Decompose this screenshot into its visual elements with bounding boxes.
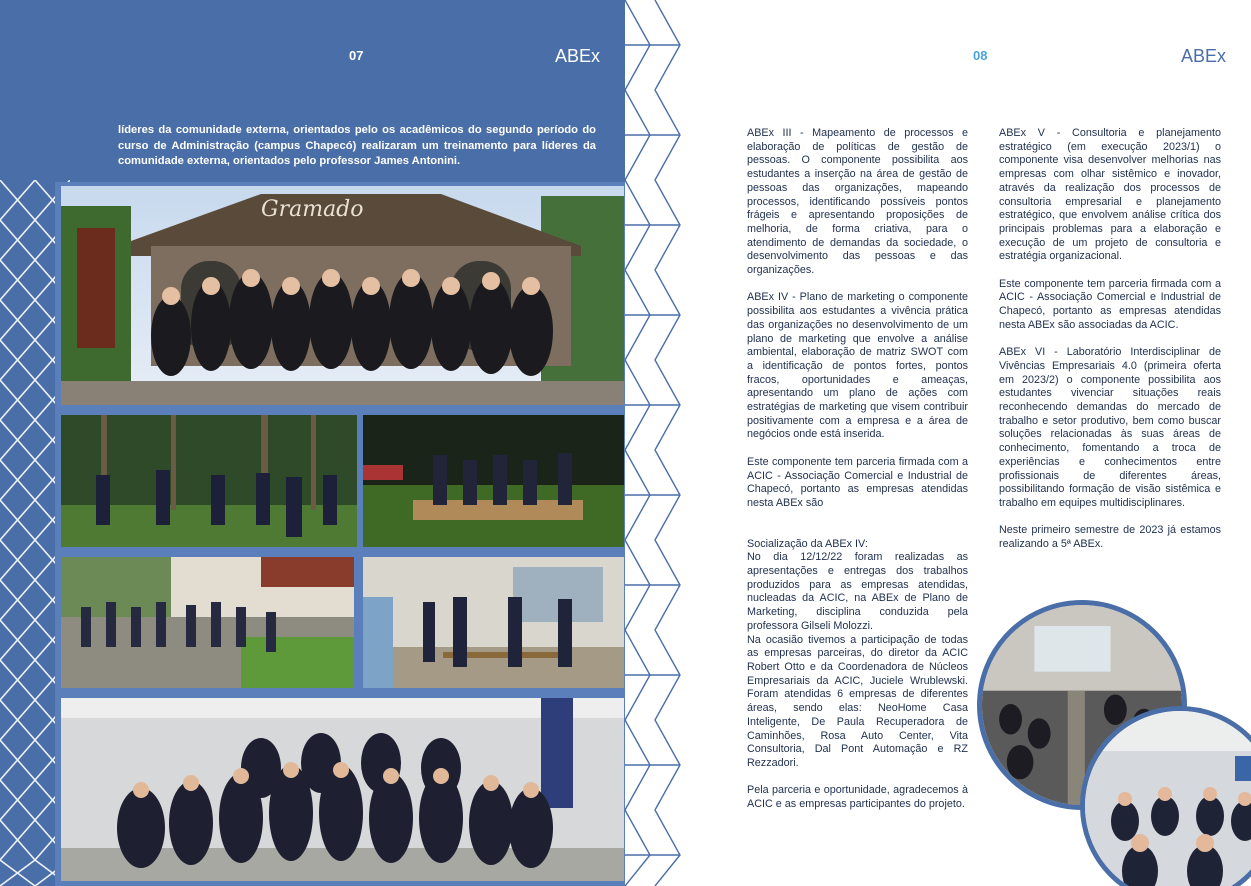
page-number-right: 08 xyxy=(973,48,988,63)
abex-iv-partnership-paragraph: Este componente tem parceria firmada com a ACIC - Associação Comercial e Industrial de Chapecó, portanto as empresas atendidas nesta ABEx são xyxy=(747,455,968,509)
brand-left: ABEx xyxy=(555,46,601,66)
intro-paragraph: líderes da comunidade externa, orientados pelo os acadêmicos do segundo período do curso de Administração (campus Chapecó) realizaram um treinamento para líderes da comunidade externa, orientados pelo professor James Antonini. xyxy=(118,124,596,167)
photo-indoor-activity xyxy=(363,557,624,688)
socializacao-title: Socialização da ABEx IV: xyxy=(747,537,868,550)
abex-iii-paragraph: ABEx III - Mapeamento de processos e elaboração de políticas de gestão de pessoas. O componente possibilita aos estudantes a inserção na área de gestão de pessoas das organizações, mapeando processos, identificando possíveis pontos frágeis e apresentando proposições de melhoria, de forma criativa, para o atendimento de demandas da sociedade, o desenvolvimento das pessoas e das organizações. xyxy=(747,127,968,277)
gramado-sign: Gramado xyxy=(261,197,364,222)
brand-right: ABEx xyxy=(1181,46,1227,66)
socializacao-paragraph: No dia 12/12/22 foram realizadas as apresentações e entregas dos trabalhos produzidos para as empresas atendidas, nucleadas da ACIC, na ABEx de Plano de Marketing, disciplina conduzida pela professora Gilseli Molozzi. xyxy=(747,551,968,632)
abex-v-partnership-paragraph: Este componente tem parceria firmada com a ACIC - Associação Comercial e Industrial de Chapecó, portanto as empresas atendidas nesta ABEx são associadas da ACIC. xyxy=(999,277,1221,331)
photo-night-activity xyxy=(363,415,624,547)
photo-group-gramado xyxy=(61,186,624,405)
left-page xyxy=(0,0,625,886)
page-number-left: 07 xyxy=(349,48,364,63)
text-column-right xyxy=(999,127,1221,565)
current-semester-paragraph: Neste primeiro semestre de 2023 já estamos realizando a 5ª ABEx. xyxy=(999,524,1221,551)
photo-forest-activity xyxy=(61,415,357,547)
abex-iv-paragraph: ABEx IV - Plano de marketing o componente possibilita aos estudantes a vivência prática das organizações no desenvolvimento de um plano de marketing que envolve a análise ambiental, elaboração de matriz SWOT com a identificação de pontos fortes, pontos fracos, oportunidades e ameaças, apresentando um plano de ações com estratégias de marketing que visem contribuir positivamente com a empresa e a área de negócios onde está inserida. xyxy=(747,291,968,441)
abex-vi-paragraph: ABEx VI - Laboratório Interdisciplinar de Vivências Empresariais 4.0 (primeira oferta em 2023/2) o componente possibilita aos estudantes vivenciar situações reais reconhecendo demandas do mercado de trabalho e setor produtivo, bem como buscar soluções relacionadas às suas áreas de conhecimento, fomentando a troca de experiências e conhecimentos entre profissionais de diferentes áreas, possibilitando formação de visão sistêmica e trabalho em equipes multidisciplinares. xyxy=(999,346,1221,509)
participation-paragraph: Na ocasião tivemos a participação de todas as empresas parceiras, do diretor da ACIC Robert Otto e da Coordenadora de Núcleos Empresariais da ACIC, Juciele Wrublewski. Foram atendidas 6 empresas de diferentes áreas, sendo elas: NeoHome Casa Inteligente, De Paula Recuperadora de Caminhões, Rosa Auto Center, Vita Consultoria, Dal Pont Automação e RZ Rezzadori. xyxy=(747,633,968,769)
text-column-left xyxy=(747,127,968,825)
chevron-pattern-right xyxy=(625,0,705,886)
thanks-paragraph: Pela parceria e oportunidade, agradecemos à ACIC e as empresas participantes do projeto. xyxy=(747,784,968,810)
photo-classroom-group xyxy=(61,698,624,881)
right-page xyxy=(625,0,1251,886)
photo-outdoor-group xyxy=(61,557,354,688)
abex-v-paragraph: ABEx V - Consultoria e planejamento estratégico (em execução 2023/1) o componente visa desenvolver melhorias nas empresas com olhar sistêmico e inovador, através da realização dos processos de consultoria empresarial e planejamento estratégico, que envolvem análise crítica dos principais problemas para a elaboração e execução de um projeto de consultoria e estratégia organizacional. xyxy=(999,127,1221,263)
